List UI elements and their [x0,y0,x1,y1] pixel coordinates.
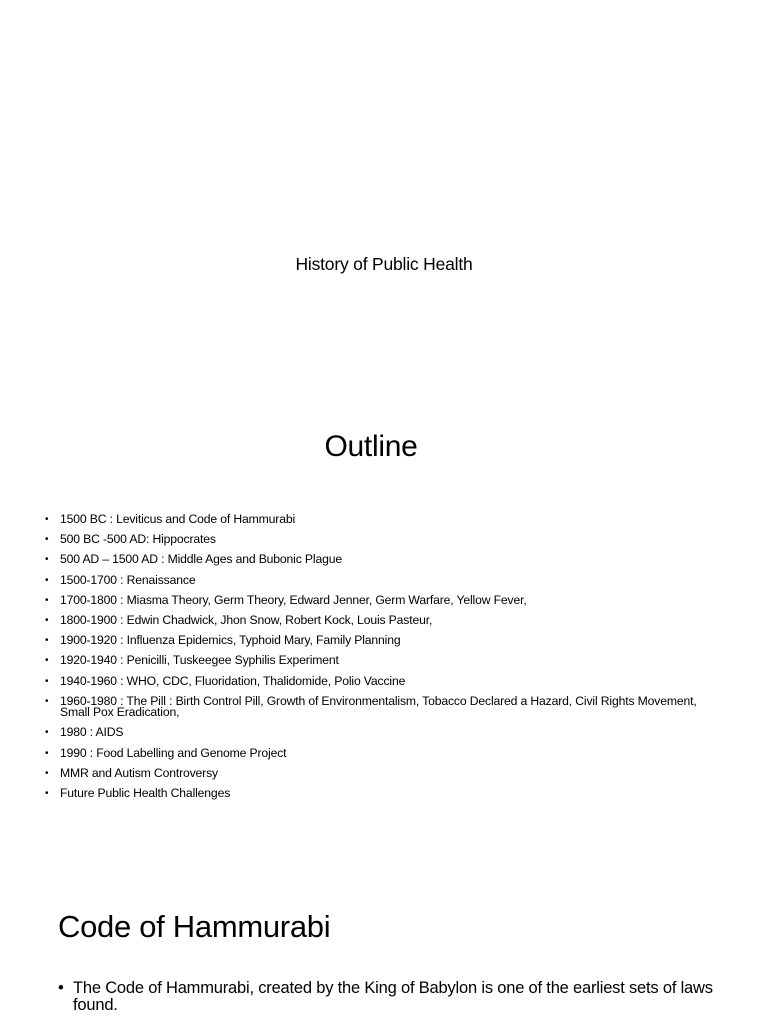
bullet-icon: • [45,655,49,667]
bullet-icon: • [45,635,49,647]
outline-item-text: MMR and Autism Controversy [60,765,218,780]
outline-item-text: 1980 : AIDS [60,725,124,740]
bullet-icon: • [45,767,49,779]
slide-hammurabi [0,848,768,1024]
bullet-icon: • [45,695,49,707]
outline-item-text: 1960-1980 : The Pill : Birth Control Pill, Growth of Environmentalism, Tobacco Declared a Hazard, Civil Rights Movement, Small Pox Eradication, [60,693,697,720]
outline-item [44,514,724,526]
outline-item-text: 1800-1900 : Edwin Chadwick, Jhon Snow, Robert Kock, Louis Pasteur, [60,612,433,627]
outline-item [44,635,724,647]
outline-item [44,727,724,739]
slide-outline [0,384,768,848]
outline-item [44,554,724,566]
bullet-icon: • [45,594,49,606]
outline-item-text: 1500 BC : Leviticus and Code of Hammurabi [60,512,296,526]
outline-item [44,788,724,800]
bullet-icon: • [45,614,49,626]
bullet-icon: • [45,514,49,525]
outline-item-text: 1900-1920 : Influenza Epidemics, Typhoid Mary, Family Planning [60,633,401,648]
outline-item [44,765,724,780]
outline-item [44,612,724,627]
bullet-icon: • [45,727,49,739]
slide-title [0,0,768,384]
bullet-icon: • [45,788,49,800]
outline-item-text: 1990 : Food Labelling and Genome Project [60,745,287,760]
outline-item [44,673,724,688]
outline-item [44,693,724,720]
outline-item [44,655,724,667]
hammurabi-item [58,980,718,1013]
bullet-icon: • [45,574,49,586]
outline-item-text: 1940-1960 : WHO, CDC, Fluoridation, Thalidomide, Polio Vaccine [60,673,406,688]
outline-item-text: Future Public Health Challenges [60,786,231,801]
hammurabi-heading: Code of Hammurabi [58,909,331,944]
outline-item-text: 500 BC -500 AD: Hippocrates [60,532,216,547]
bullet-icon: • [58,979,64,997]
bullet-icon: • [45,534,49,546]
bullet-icon: • [45,747,49,759]
hammurabi-item-text: The Code of Hammurabi, created by the King of Babylon is one of the earliest sets of laws found. [73,979,713,1014]
outline-heading: Outline [324,430,418,463]
outline-item [44,592,724,607]
outline-item [44,572,724,587]
outline-item-text: 1700-1800 : Miasma Theory, Germ Theory, Edward Jenner, Germ Warfare, Yellow Fever, [60,592,527,607]
bullet-icon: • [45,675,49,687]
outline-item-text: 1920-1940 : Penicilli, Tuskeegee Syphilis Experiment [60,653,339,668]
hammurabi-list [58,980,718,1019]
outline-list [44,514,724,808]
outline-item [44,745,724,760]
presentation-title: History of Public Health [295,254,473,274]
outline-item-text: 1500-1700 : Renaissance [60,572,196,587]
outline-item-text: 500 AD – 1500 AD : Middle Ages and Bubonic Plague [60,552,342,567]
bullet-icon: • [45,554,49,566]
outline-item [44,534,724,546]
